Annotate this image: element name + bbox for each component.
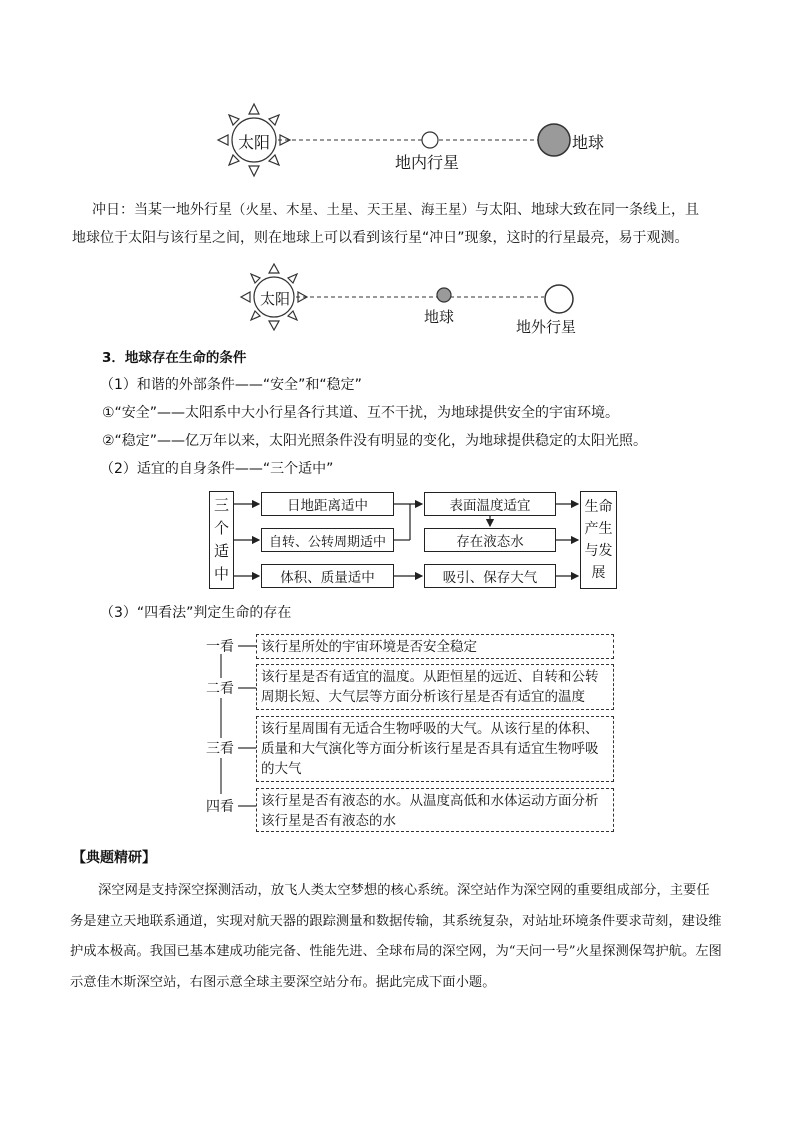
section-title: 3．地球存在生命的条件	[102, 350, 247, 366]
external-conditions: （1）和谐的外部条件——“安全”和“稳定”	[100, 377, 362, 393]
look-text-3: 该行星周围有无适合生物呼吸的大气。从该行星的体积、质量和大气演化等方面分析该行星是否具有适宜生物呼吸的大气	[256, 716, 614, 782]
study-heading: 【典题精研】	[72, 850, 156, 866]
earth-label: 地球	[572, 133, 605, 152]
look-text-2: 该行星是否有适宜的温度。从距恒星的远近、自转和公转周期长短、大气层等方面分析该行星是否有适宜的温度	[256, 664, 614, 710]
flow-box-atmosphere: 吸引、保存大气	[424, 564, 556, 588]
four-looks-heading: （3）“四看法”判定生命的存在	[100, 605, 292, 621]
superior-planet-label: 地外行星	[516, 318, 577, 336]
stability-condition: ②“稳定”——亿万年以来，太阳光照条件没有明显的变化，为地球提供稳定的太阳光照。	[102, 433, 648, 449]
look-label-2: 二看	[206, 678, 234, 698]
look-label-1: 一看	[206, 639, 234, 655]
inferior-planet-label: 地内行星	[395, 153, 460, 172]
opposition-paragraph: 冲日：当某一地外行星（火星、木星、土星、天王星、海王星）与太阳、地球大致在同一条线上，且 地球位于太阳与该行星之间，则在地球上可以看到该行星“冲日”现象，这时的行星最亮，易于观测。	[72, 202, 699, 246]
sun-label: 太阳	[238, 133, 271, 152]
look-text-4: 该行星是否有液态的水。从温度高低和水体运动方面分析该行星是否有液态的水	[256, 788, 614, 832]
sun-label: 太阳	[260, 290, 291, 308]
look-text-1: 该行星所处的宇宙环境是否安全稳定	[256, 634, 614, 659]
internal-conditions: （2）适宜的自身条件——“三个适中”	[100, 461, 334, 477]
flow-box-distance: 日地距离适中	[261, 492, 394, 516]
earth-label: 地球	[424, 308, 455, 326]
study-paragraph: 深空网是支持深空探测活动，放飞人类太空梦想的核心系统。深空站作为深空网的重要组成部分，主要任务是建立天地联系通道，实现对航天器的跟踪测量和数据传输，其系统复杂，对站址环境条件要求苛刻，建设维护成本极高。我国已基本建成功能完备、性能先进、全球布局的深空网，为“天问一号”火星探测保驾护航。左图示意佳木斯深空站，右图示意全球主要深空站分布。据此完成下面小题。	[70, 883, 722, 990]
flow-left-box: 三 个 适 中	[209, 491, 234, 589]
flow-right-box: 生命 产生 与发 展	[580, 491, 617, 589]
flow-box-volume: 体积、质量适中	[261, 564, 394, 588]
flow-box-temperature: 表面温度适宜	[424, 492, 556, 516]
flow-box-rotation: 自转、公转周期适中	[261, 528, 394, 552]
look-label-4: 四看	[206, 796, 234, 816]
safety-condition: ①“安全”——太阳系中大小行星各行其道、互不干扰，为地球提供安全的宇宙环境。	[102, 405, 620, 421]
look-label-3: 三看	[206, 738, 234, 758]
flow-box-water: 存在液态水	[424, 528, 556, 552]
